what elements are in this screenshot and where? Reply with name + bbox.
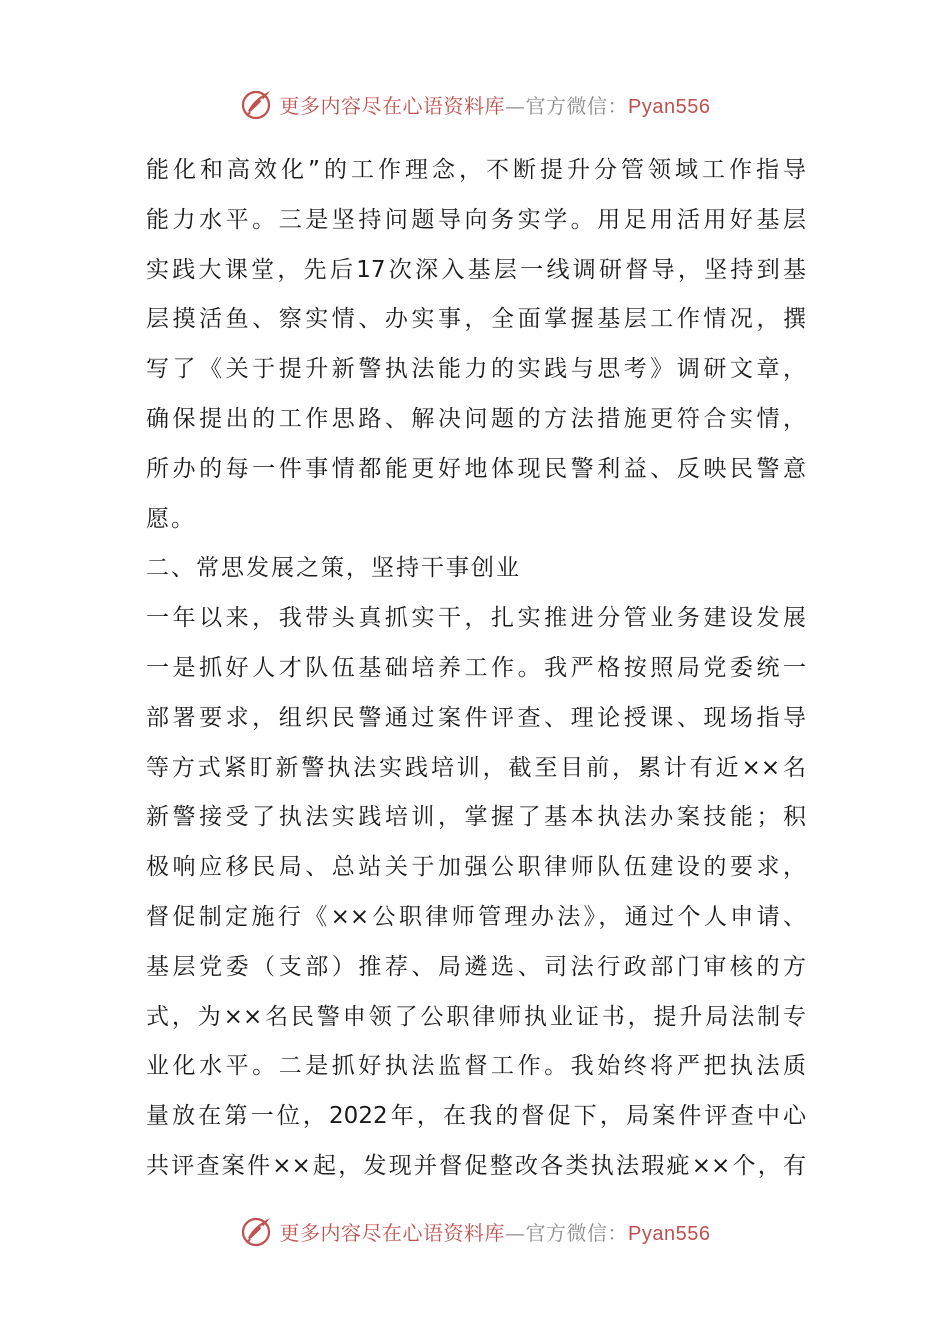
footer-banner — [0, 1211, 950, 1251]
text-line-7: 所办的每一件事情都能更好地体现民警利益、反映民警意 — [146, 455, 806, 482]
text-line-21: 共评查案件××起，发现并督促整改各类执法瑕疵××个，有 — [146, 1152, 806, 1179]
banner-text — [280, 90, 711, 119]
banner-wechat-id: Pyan556 — [628, 1222, 711, 1245]
banner-text — [280, 1217, 711, 1246]
text-line-4: 层摸活鱼、察实情、办实事，全面掌握基层工作情况，撰 — [146, 306, 806, 333]
banner-wechat-id: Pyan556 — [628, 95, 711, 118]
text-line-16: 督促制定施行《××公职律师管理办法》，通过个人申请、 — [146, 903, 806, 930]
text-line-1: 能化和高效化”的工作理念，不断提升分管领域工作指导 — [146, 157, 806, 183]
text-line-19: 业化水平。二是抓好执法监督工作。我始终将严把执法质 — [146, 1053, 806, 1080]
text-line-2: 能力水平。三是坚持问题导向务实学。用足用活用好基层 — [146, 206, 806, 233]
text-line-20: 量放在第一位，2022年，在我的督促下，局案件评查中心 — [146, 1103, 806, 1130]
text-line-14: 新警接受了执法实践培训，掌握了基本执法办案技能；积 — [146, 804, 806, 831]
text-line-5: 写了《关于提升新警执法能力的实践与思考》调研文章， — [146, 356, 806, 383]
text-line-8: 愿。 — [146, 505, 196, 532]
header-banner — [0, 84, 950, 124]
text-line-13: 等方式紧盯新警执法实践培训，截至目前，累计有近××名 — [146, 754, 806, 781]
text-line-6: 确保提出的工作思路、解决问题的方法措施更符合实情， — [146, 405, 806, 432]
banner-dash: — — [505, 93, 526, 118]
text-line-18: 式，为××名民警申领了公职律师执业证书，提升局法制专 — [146, 1003, 806, 1030]
text-line-11: 一是抓好人才队伍基础培养工作。我严格按照局党委统一 — [146, 654, 806, 681]
banner-official-label: 官方微信： — [525, 1220, 629, 1245]
banner-main-text: 更多内容尽在心语资料库 — [279, 93, 506, 118]
section-heading: 二、常思发展之策，坚持干事创业 — [146, 555, 521, 582]
text-line-17: 基层党委（支部）推荐、局遴选、司法行政部门审核的方 — [146, 953, 806, 980]
banner-main-text: 更多内容尽在心语资料库 — [279, 1220, 506, 1245]
text-line-3: 实践大课堂，先后17次深入基层一线调研督导，坚持到基 — [146, 256, 806, 283]
text-line-12: 部署要求，组织民警通过案件评查、理论授课、现场指导 — [146, 704, 806, 731]
document-body — [146, 146, 806, 1192]
text-line-10: 一年以来，我带头真抓实干，扎实推进分管业务建设发展 — [146, 605, 806, 632]
banner-official-label: 官方微信： — [525, 93, 629, 118]
text-line-15: 极响应移民局、总站关于加强公职律师队伍建设的要求， — [146, 854, 806, 881]
quill-pen-logo-icon — [240, 87, 274, 121]
quill-pen-logo-icon — [240, 1214, 274, 1248]
banner-dash: — — [505, 1220, 526, 1245]
